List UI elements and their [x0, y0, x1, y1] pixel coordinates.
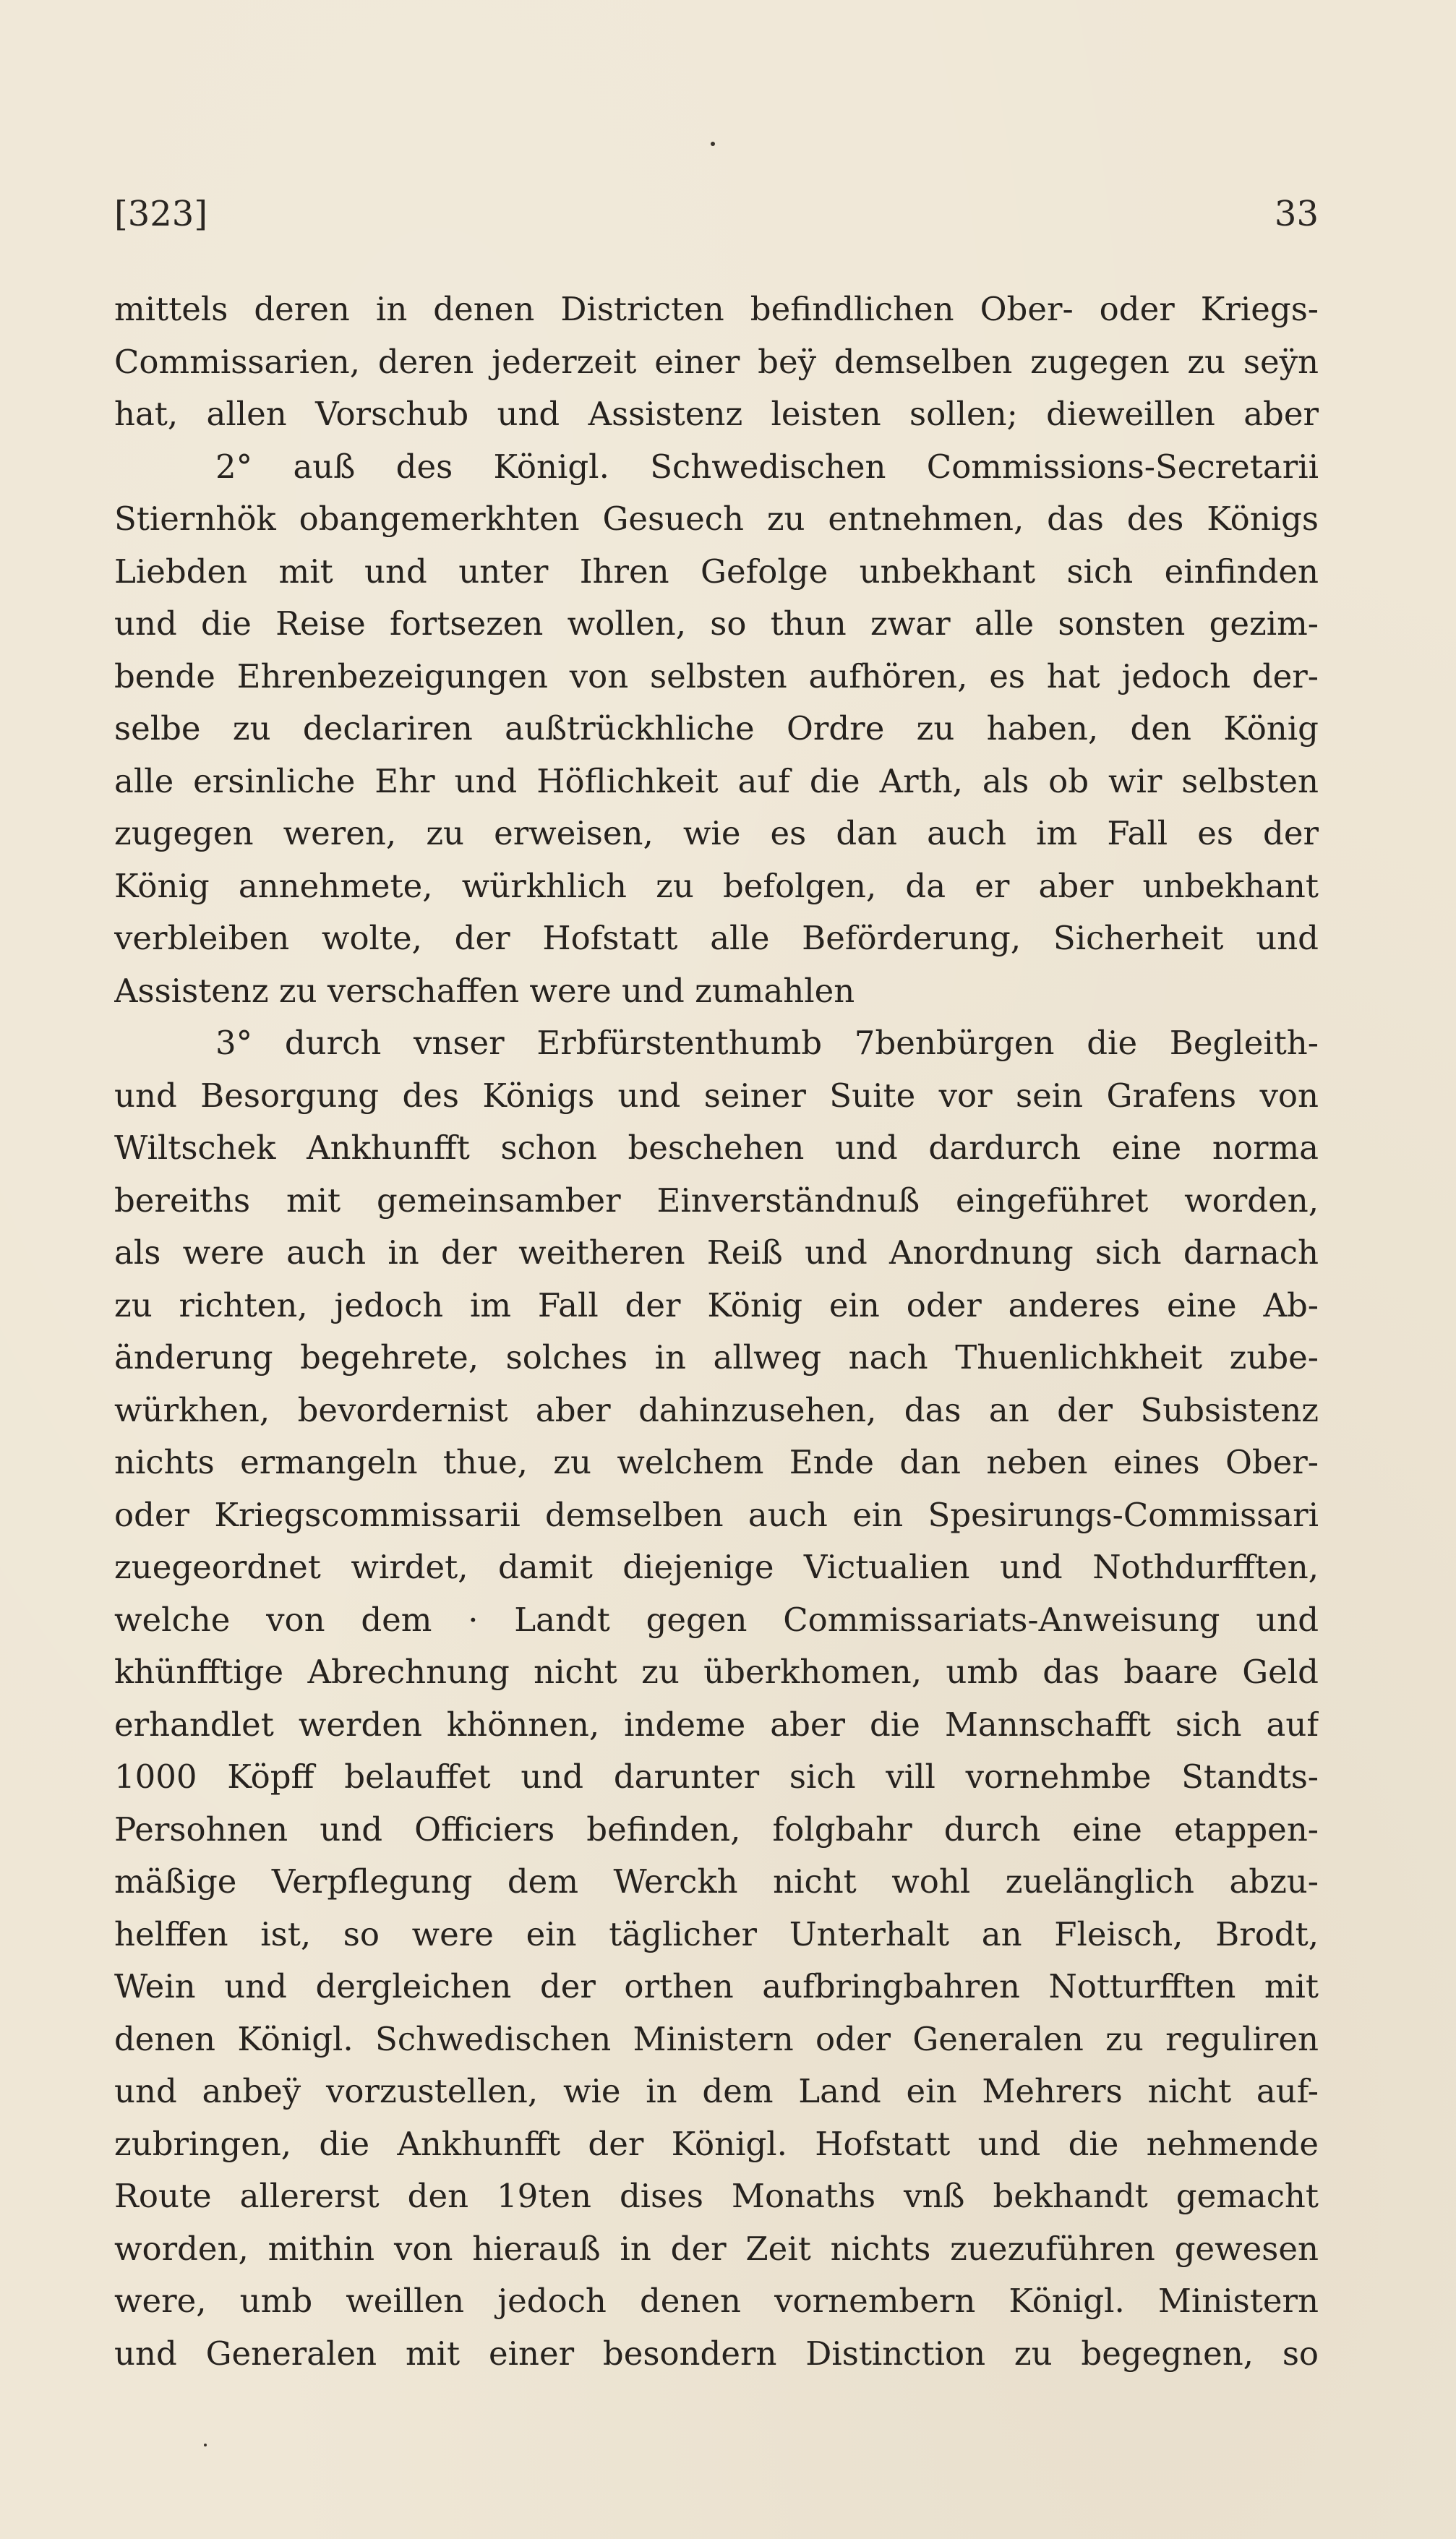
text-line: were, umb weillen jedoch denen vornembern Königl. Ministern [114, 2282, 1319, 2320]
text-line: nichts ermangeln thue, zu welchem Ende dan neben eines Ober- [114, 1443, 1319, 1481]
text-line: Wiltschek Ankhunfft schon beschehen und dardurch eine norma [114, 1129, 1319, 1167]
text-line: Stiernhök obangemerkhten Gesuech zu entnehmen, das des Königs [114, 500, 1319, 538]
text-line: und Generalen mit einer besondern Distinction zu begegnen, so [114, 2334, 1319, 2373]
text-line: zuegeordnet wirdet, damit diejenige Victualien und Nothdurfften, [114, 1548, 1319, 1586]
text-line: zubringen, die Ankhunfft der Königl. Hofstatt und die nehmende [114, 2124, 1319, 2163]
text-line: und die Reise fortsezen wollen, so thun zwar alle sonsten gezim- [114, 604, 1319, 643]
text-line: König annehmete, würkhlich zu befolgen, da er aber unbekhant [114, 866, 1319, 905]
text-line: 3° durch vnser Erbfürstenthumb 7benbürgen die Begleith- [215, 1024, 1319, 1062]
text-line: verbleiben wolte, der Hofstatt alle Beförderung, Sicherheit und [114, 919, 1319, 957]
text-line: helffen ist, so were ein täglicher Unterhalt an Fleisch, Brodt, [114, 1914, 1319, 1953]
text-line: worden, mithin von hierauß in der Zeit nichts zuezuführen gewesen [114, 2229, 1319, 2268]
text-line: änderung begehrete, solches in allweg nach Thuenlichkheit zube- [114, 1338, 1319, 1376]
text-line: khünfftige Abrechnung nicht zu überkhomen, umb das baare Geld [114, 1653, 1319, 1691]
text-line: Persohnen und Officiers befinden, folgbahr durch eine etappen- [114, 1810, 1319, 1849]
page-number: 33 [1274, 194, 1319, 234]
text-line: bereiths mit gemeinsamber Einverständnuß eingeführet worden, [114, 1181, 1319, 1220]
ink-speck [711, 142, 715, 146]
text-line: Commissarien, deren jederzeit einer beÿ demselben zugegen zu seÿn [114, 342, 1319, 381]
text-line: mittels deren in denen Districten befindlichen Ober- oder Kriegs- [114, 290, 1319, 328]
text-line: zu richten, jedoch im Fall der König ein oder anderes eine Ab- [114, 1285, 1319, 1324]
text-line: 1000 Köpff belauffet und darunter sich vill vornehmbe Standts- [114, 1757, 1319, 1796]
text-line: 2° auß des Königl. Schwedischen Commissions-Secretarii [215, 447, 1319, 486]
ink-speck [204, 2444, 207, 2446]
text-line: und anbeÿ vorzustellen, wie in dem Land ein Mehrers nicht auf- [114, 2072, 1319, 2110]
text-line: und Besorgung des Königs und seiner Suite vor sein Grafens von [114, 1076, 1319, 1115]
text-line: selbe zu declariren außtrückhliche Ordre zu haben, den König [114, 709, 1319, 748]
text-line: hat, allen Vorschub und Assistenz leisten sollen; dieweillen aber [114, 395, 1319, 433]
text-line: Route allererst den 19ten dises Monaths vnß bekhandt gemacht [114, 2177, 1319, 2215]
text-line: oder Kriegscommissarii demselben auch ein Spesirungs-Commissari [114, 1495, 1319, 1534]
text-line: zugegen weren, zu erweisen, wie es dan auch im Fall es der [114, 814, 1319, 852]
page-reference: [323] [114, 194, 208, 234]
text-line: mäßige Verpflegung dem Werckh nicht wohl zuelänglich abzu- [114, 1862, 1319, 1901]
text-line: als were auch in der weitheren Reiß und Anordnung sich darnach [114, 1233, 1319, 1272]
text-line: Assistenz zu verschaffen were und zumahlen [114, 971, 855, 1010]
text-line: denen Königl. Schwedischen Ministern oder Generalen zu reguliren [114, 2019, 1319, 2058]
text-line: Wein und dergleichen der orthen aufbringbahren Notturfften mit [114, 1967, 1319, 2005]
text-line: Liebden mit und unter Ihren Gefolge unbekhant sich einfinden [114, 552, 1319, 591]
text-line: bende Ehrenbezeigungen von selbsten aufhören, es hat jedoch der- [114, 656, 1319, 695]
body-text [114, 283, 1319, 2380]
text-line: erhandlet werden khönnen, indeme aber die Mannschafft sich auf [114, 1705, 1319, 1744]
text-line: würkhen, bevordernist aber dahinzusehen, das an der Subsistenz [114, 1390, 1319, 1429]
page-header [114, 194, 1319, 244]
text-line: alle ersinliche Ehr und Höflichkeit auf die Arth, als ob wir selbsten [114, 761, 1319, 800]
text-line: welche von dem · Landt gegen Commissariats-Anweisung und [114, 1600, 1319, 1639]
